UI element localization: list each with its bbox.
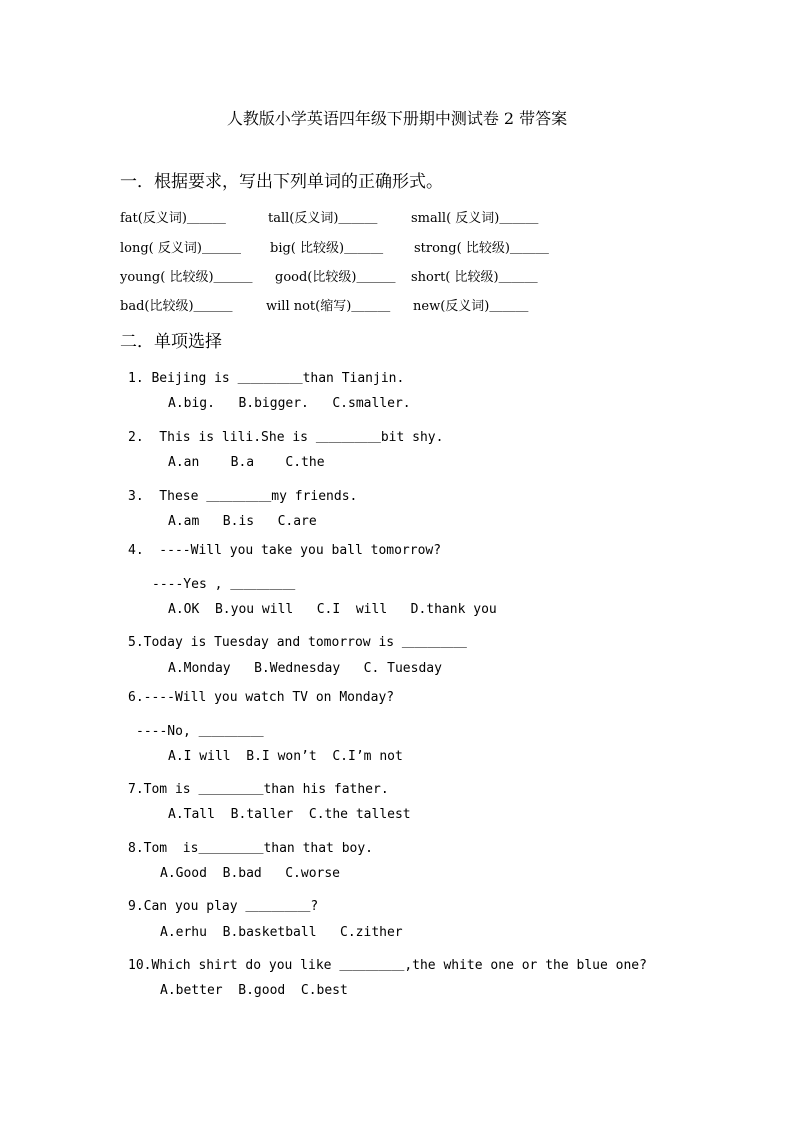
- question-3-options: A.am B.is C.are: [168, 514, 317, 529]
- section-1-heading: 一．根据要求，写出下列单词的正确形式。: [120, 172, 443, 192]
- question-2-options: A.an B.a C.the: [168, 455, 325, 470]
- word-item: tall(反义词)＿＿＿: [268, 211, 378, 226]
- section-2-heading: 二．单项选择: [120, 332, 222, 352]
- question-6-options: A.I will B.I won’t C.I’m not: [168, 749, 403, 764]
- word-item: bad(比较级)＿＿＿: [120, 299, 233, 314]
- question-9: 9.Can you play ＿＿＿＿＿?: [128, 899, 319, 914]
- word-item: small( 反义词)＿＿＿: [411, 211, 539, 226]
- question-7-options: A.Tall B.taller C.the tallest: [168, 807, 411, 822]
- word-item: strong( 比较级)＿＿＿: [414, 241, 549, 256]
- word-item: new(反义词)＿＿＿: [413, 299, 529, 314]
- question-4: 4. ----Will you take you ball tomorrow?: [128, 543, 442, 558]
- question-7: 7.Tom is ＿＿＿＿＿than his father.: [128, 782, 389, 797]
- question-6: 6.----Will you watch TV on Monday?: [128, 690, 395, 705]
- question-2: 2. This is lili.She is ＿＿＿＿＿bit shy.: [128, 430, 444, 445]
- word-item: short( 比较级)＿＿＿: [411, 270, 538, 285]
- question-8-options: A.Good B.bad C.worse: [160, 866, 341, 881]
- word-item: long( 反义词)＿＿＿: [120, 241, 241, 256]
- question-6-reply: ----No, ＿＿＿＿＿: [136, 724, 264, 739]
- question-9-options: A.erhu B.basketball C.zither: [160, 925, 403, 940]
- word-item: will not(缩写)＿＿＿: [266, 299, 391, 314]
- question-10-options: A.better B.good C.best: [160, 983, 348, 998]
- word-item: fat(反义词)＿＿＿: [120, 211, 226, 226]
- question-3: 3. These ＿＿＿＿＿my friends.: [128, 489, 358, 504]
- question-1: 1. Beijing is ＿＿＿＿＿than Tianjin.: [128, 371, 405, 386]
- document-title: 人教版小学英语四年级下册期中测试卷 2 带答案: [226, 109, 568, 128]
- question-5-options: A.Monday B.Wednesday C. Tuesday: [168, 661, 442, 676]
- word-item: young( 比较级)＿＿＿: [120, 270, 253, 285]
- question-4-reply: ----Yes , ＿＿＿＿＿: [152, 577, 296, 592]
- question-4-options: A.OK B.you will C.I will D.thank you: [168, 602, 497, 617]
- word-item: good(比较级)＿＿＿: [275, 270, 396, 285]
- question-1-options: A.big. B.bigger. C.smaller.: [168, 396, 411, 411]
- word-item: big( 比较级)＿＿＿: [270, 241, 384, 256]
- question-8: 8.Tom is＿＿＿＿＿than that boy.: [128, 841, 374, 856]
- question-10: 10.Which shirt do you like ＿＿＿＿＿,the white one or the blue one?: [128, 958, 647, 973]
- question-5: 5.Today is Tuesday and tomorrow is ＿＿＿＿＿: [128, 635, 467, 650]
